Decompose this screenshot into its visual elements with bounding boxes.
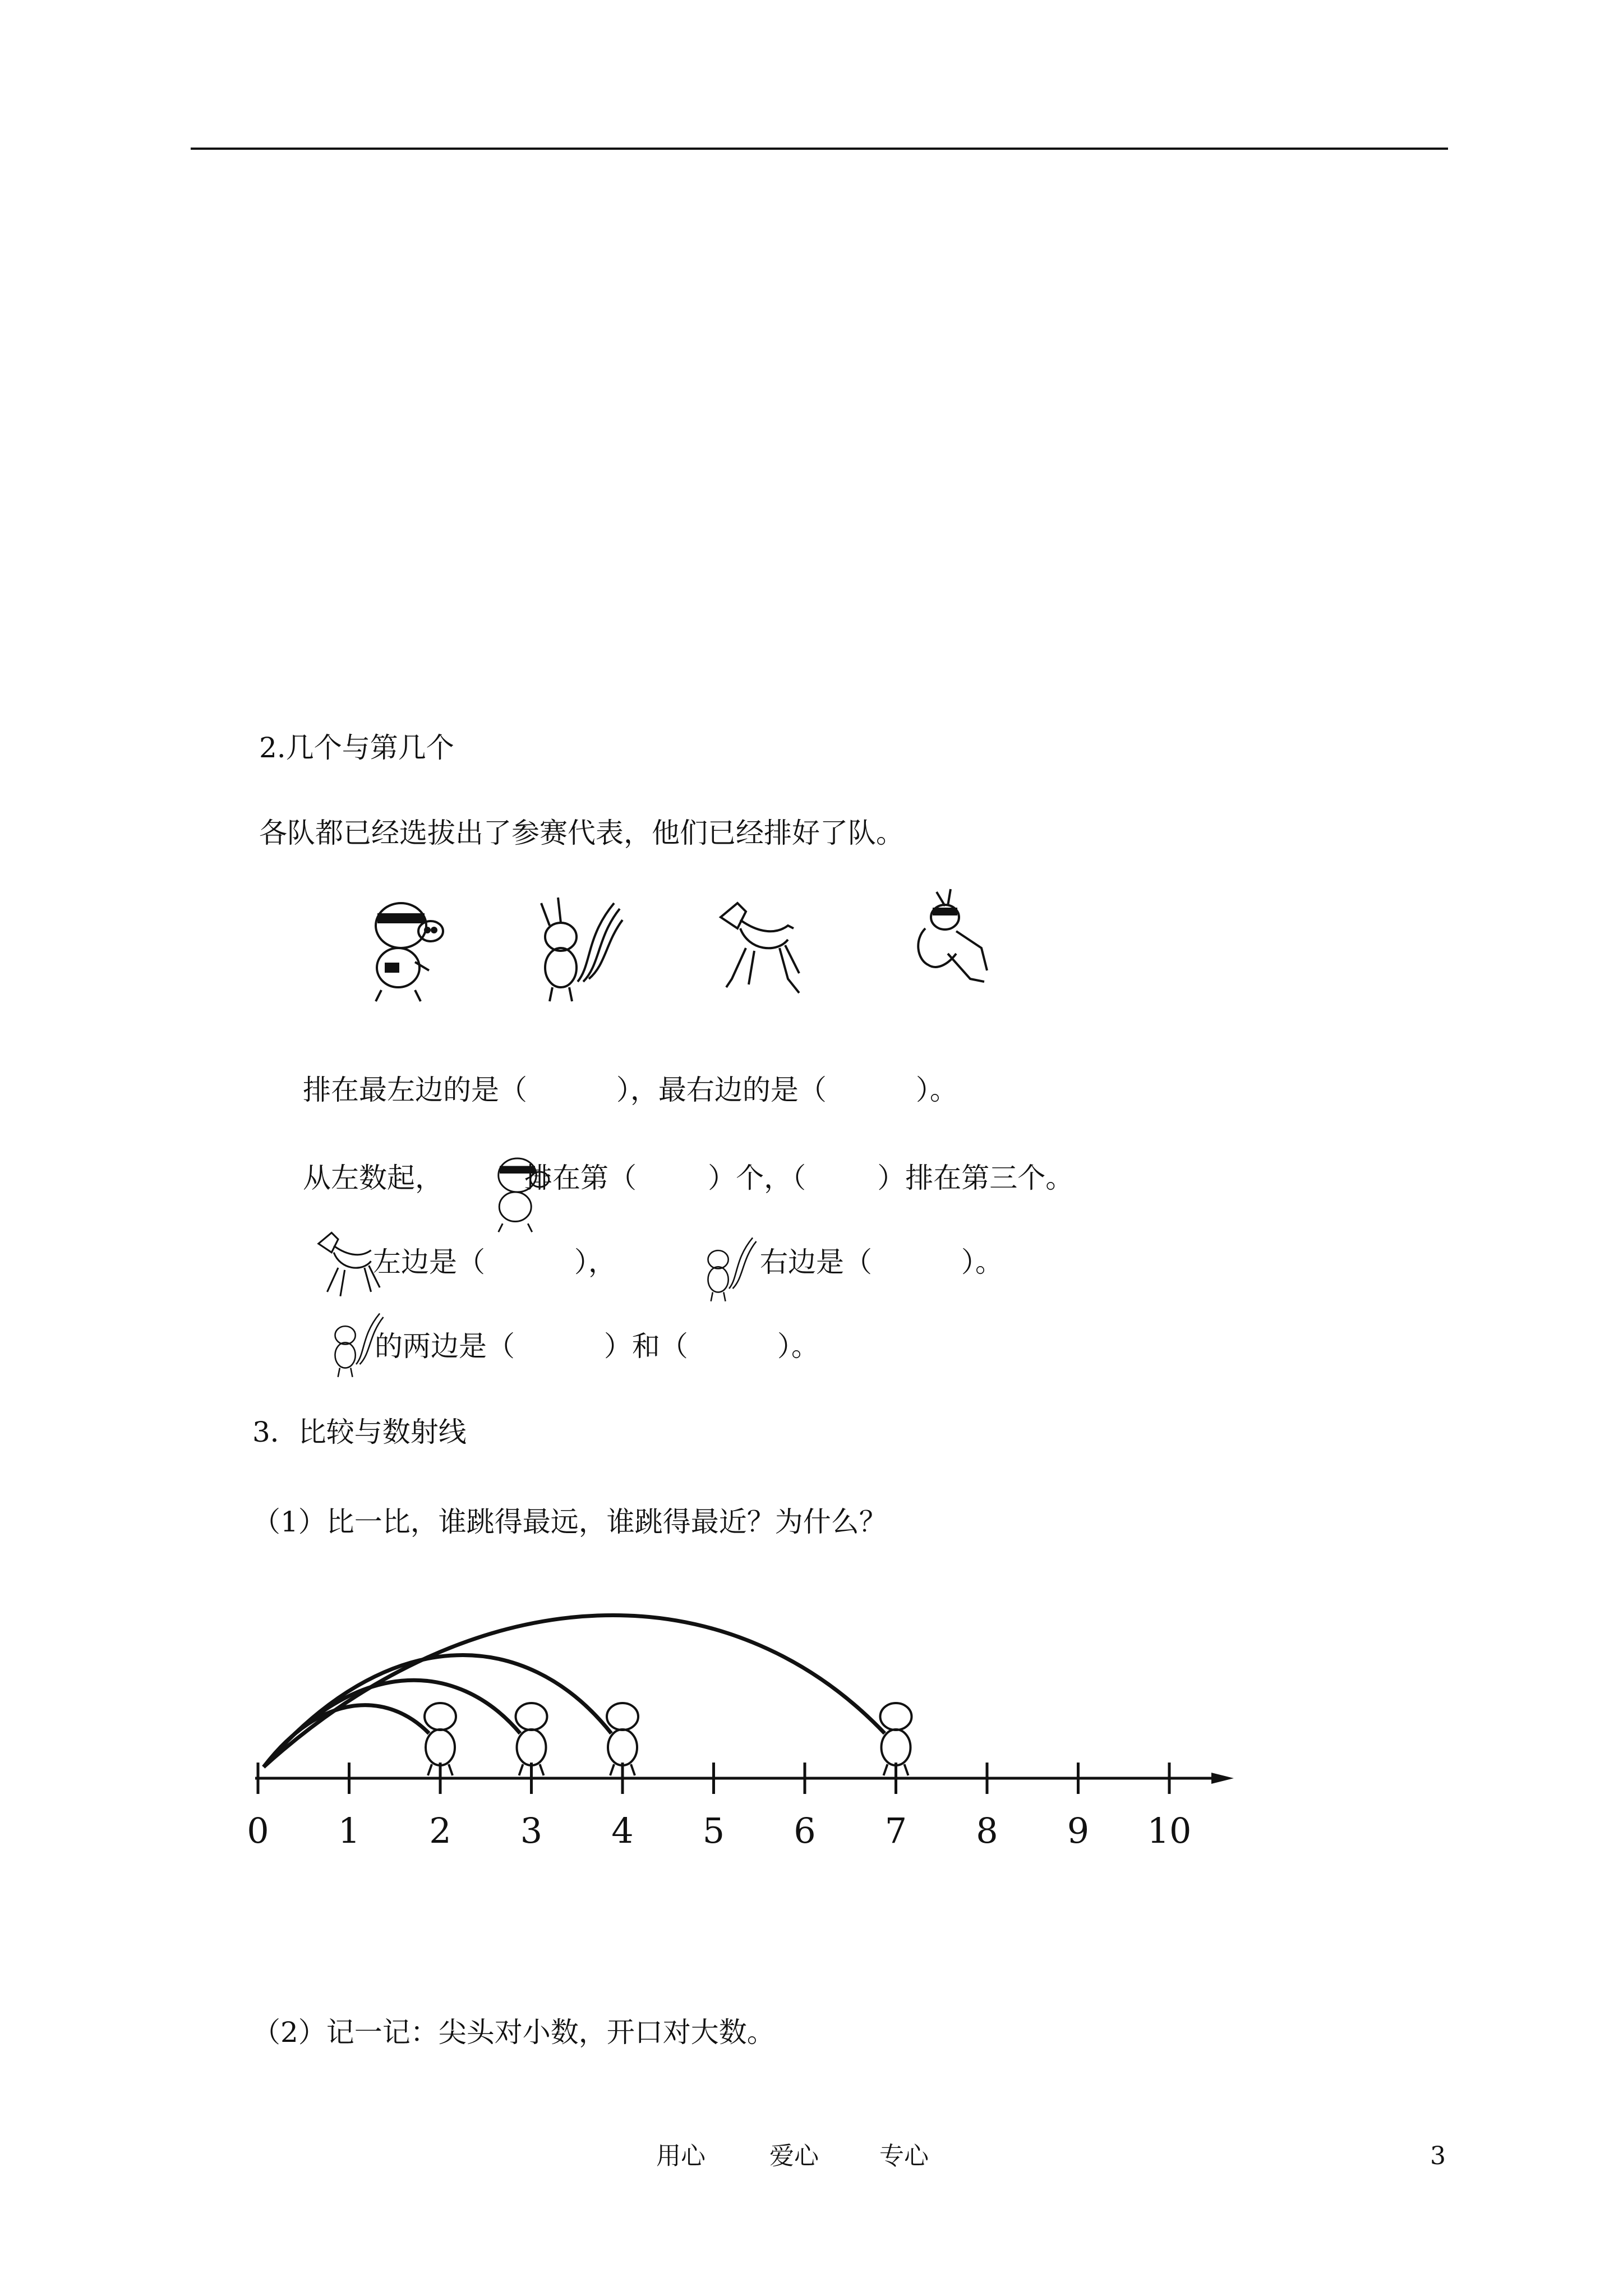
tick-label-8: 8 bbox=[976, 1810, 998, 1851]
question-right-of: 右边是（ ）。 bbox=[760, 1246, 1003, 1278]
question-position: 排在第（ ）个，（ ）排在第三个。 bbox=[524, 1162, 1074, 1194]
header-rule bbox=[191, 148, 1448, 150]
axis-arrow bbox=[1211, 1773, 1234, 1784]
jump-arc-1 bbox=[264, 1705, 429, 1767]
page-number: 3 bbox=[1430, 2142, 1446, 2170]
tick-label-6: 6 bbox=[794, 1810, 816, 1851]
tick-label-0: 0 bbox=[247, 1810, 269, 1851]
skunk-icon bbox=[698, 1226, 760, 1304]
footer-right: 专心 bbox=[879, 2142, 929, 2170]
tick-label-3: 3 bbox=[520, 1810, 543, 1851]
footer-middle: 爱心 bbox=[769, 2142, 819, 2170]
tick-label-7: 7 bbox=[884, 1810, 907, 1851]
section2-intro: 各队都已经选拔出了参赛代表，他们已经排好了队。 bbox=[259, 817, 904, 849]
jump-arc-3 bbox=[264, 1655, 611, 1767]
question-left-of: 左边是（ ）， bbox=[373, 1246, 616, 1278]
tick-label-2: 2 bbox=[429, 1810, 451, 1851]
tick-label-1: 1 bbox=[338, 1810, 361, 1851]
tick-label-5: 5 bbox=[702, 1810, 725, 1851]
tick-label-4: 4 bbox=[611, 1810, 634, 1851]
footer-left: 用心 bbox=[656, 2142, 706, 2170]
section3-question2: （2）记一记：尖头对小数，开口对大数。 bbox=[252, 2016, 775, 2049]
number-line-chart bbox=[236, 1571, 1245, 1862]
question-position-label: 从左数起， bbox=[303, 1162, 443, 1194]
question-both-sides: 的两边是（ ）和（ ）。 bbox=[375, 1330, 819, 1363]
tick-label-9: 9 bbox=[1067, 1810, 1090, 1851]
section3-question1: （1）比一比，谁跳得最远，谁跳得最近？为什么？ bbox=[252, 1506, 887, 1538]
pig-icon bbox=[425, 1703, 456, 1775]
dog-icon bbox=[516, 1703, 547, 1775]
question-leftmost-rightmost: 排在最左边的是（ ），最右边的是（ ）。 bbox=[303, 1074, 958, 1106]
jump-arc-2 bbox=[264, 1680, 520, 1767]
skunk-icon bbox=[607, 1703, 638, 1775]
skunk-icon bbox=[530, 886, 625, 1004]
tick-label-10: 10 bbox=[1147, 1810, 1192, 1851]
section2-title: 2.几个与第几个 bbox=[259, 731, 454, 764]
pig-icon bbox=[359, 892, 454, 1004]
monkey-icon bbox=[880, 1703, 912, 1775]
monkey-icon bbox=[903, 886, 993, 987]
dog-icon bbox=[715, 895, 805, 1001]
section3-title: 3．比较与数射线 bbox=[252, 1416, 467, 1448]
